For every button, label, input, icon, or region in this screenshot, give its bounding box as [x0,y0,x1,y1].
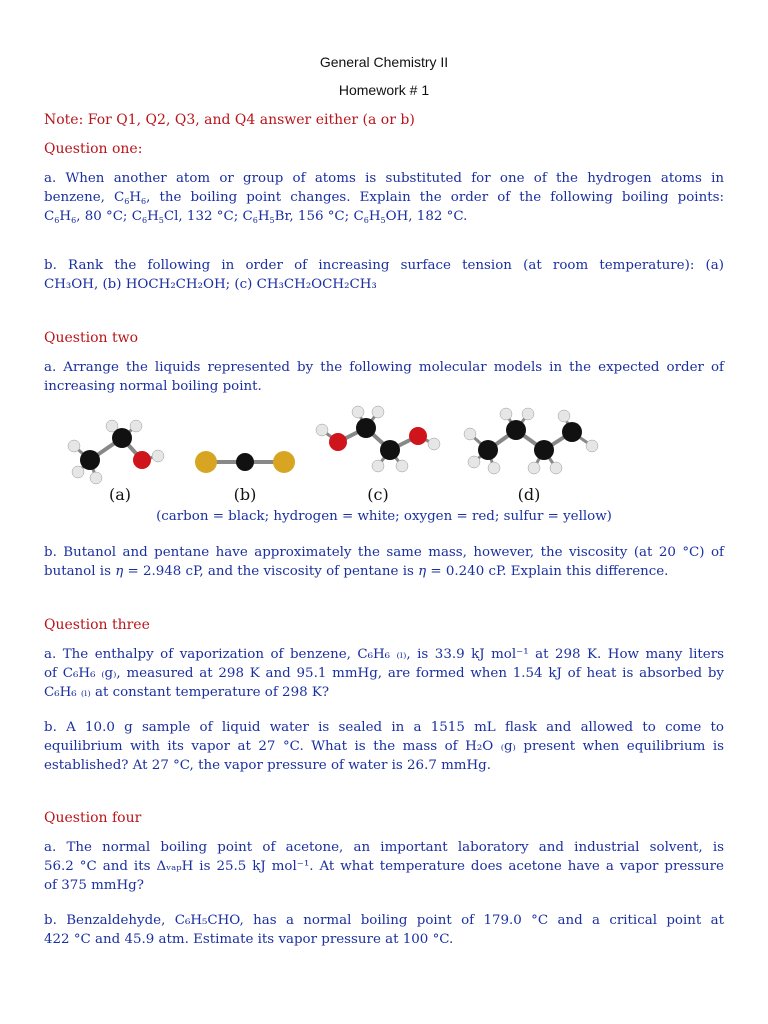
formula-subscript: 6 [141,215,148,225]
eta-symbol-2: η [418,564,427,579]
formula-subscript: 6 [54,215,60,225]
course-title: General Chemistry II [319,54,449,70]
q2b-line1: b. Butanol and pentane have approximately the same mass, however, the viscosity (at 20 °C) of [44,545,724,560]
formula-text: H [59,209,72,224]
formula-text: H [257,209,270,224]
formula-subscript: 6 [71,215,77,225]
formula-text: Br, 156 °C; C [274,209,364,224]
model-label-a: (a) [108,485,132,504]
q4a-line3: of 375 mmHg? [44,878,144,893]
formula-subscript: 5 [158,215,164,225]
q4b-line1: b. Benzaldehyde, C₆H₅CHO, has a normal boiling point of 179.0 °C and a critical point at [44,913,724,928]
formula-text: Cl, 132 °C; C [163,209,253,224]
q2b-line2-post: = 0.240 cP. Explain this difference. [426,564,669,579]
formula-text: H [368,209,381,224]
homework-title: Homework # 1 [338,82,430,98]
question-two-heading: Question two [44,330,139,346]
formula-text: , 80 °C; C [76,209,142,224]
molecule-a [68,420,164,484]
q4b-line2: 422 °C and 45.9 atm. Estimate its vapor pressure at 100 °C. [44,932,454,947]
molecule-c [316,406,440,472]
q1a-line2-post: , the boiling point changes. Explain the order of the following boiling points: [146,190,724,205]
formula-text: OH, 182 °C. [385,209,468,224]
eta-symbol: η [115,564,124,579]
q2b-line2-pre: butanol is [44,564,116,579]
q1a-line2-pre: benzene, C [44,190,125,205]
q1a-line3 [44,208,724,227]
formula-text: C [44,209,55,224]
q2a-line2: increasing normal boiling point. [44,379,262,394]
q3b-line1: b. A 10.0 g sample of liquid water is sealed in a 1515 mL flask and allowed to come to [44,720,724,735]
formula-subscript: 6 [252,215,258,225]
q1a-line2: benzene, $C_6H_6$, the boiling point changes. Explain the order of the following boiling points: [44,190,724,206]
q1b-line2: CH₃OH, (b) HOCH₂CH₂OH; (c) CH₃CH₂OCH₂CH₃ [44,277,377,292]
q3b-line3: established? At 27 °C, the vapor pressure of water is 26.7 mmHg. [44,758,492,773]
molecule-d [464,408,598,474]
question-one-heading: Question one: [44,141,143,157]
q3a-line3: C₆H₆ ₍ₗ₎ at constant temperature of 298 K? [44,685,330,700]
q2b-line2 [44,563,724,582]
model-label-c: (c) [367,485,389,504]
q3b-line2: equilibrium with its vapor at 27 °C. What is the mass of H₂O ₍g₎ present when equilibrium is [44,739,724,754]
molecule-b [195,451,295,473]
q1a-line1: a. When another atom or group of atoms is substituted for one of the hydrogen atoms in [44,171,724,186]
q4a-line1: a. The normal boiling point of acetone, an important laboratory and industrial solvent, is [44,840,724,855]
question-three-heading: Question three [44,617,150,633]
q3a-line2: of C₆H₆ ₍g₎, measured at 298 K and 95.1 mmHg, are formed when 1.54 kJ of heat is absorbed by [44,666,724,681]
q3a-line1: a. The enthalpy of vaporization of benzene, C₆H₆ ₍ₗ₎, is 33.9 kJ mol⁻¹ at 298 K. How many liters [44,647,724,662]
question-four-heading: Question four [44,810,142,826]
atom-color-legend: (carbon = black; hydrogen = white; oxygen = red; sulfur = yellow) [156,509,612,524]
model-label-d: (d) [517,485,541,504]
formula-subscript: 6 [363,215,369,225]
note-text: Note: For Q1, Q2, Q3, and Q4 answer either (a or b) [44,112,415,128]
model-label-b: (b) [233,485,257,504]
formula-text: H [147,209,159,224]
q4a-line2: 56.2 °C and its ΔᵥₐₚH is 25.5 kJ mol⁻¹. At what temperature does acetone have a vapor pressure [44,859,724,874]
q2a-line1: a. Arrange the liquids represented by the following molecular models in the expected order of [44,360,724,375]
formula-subscript: 5 [269,215,275,225]
q2b-line2-mid: = 2.948 cP, and the viscosity of pentane is [123,564,419,579]
formula-subscript: 5 [380,215,386,225]
q1b-line1: b. Rank the following in order of increasing surface tension (at room temperature): (a) [44,258,724,273]
